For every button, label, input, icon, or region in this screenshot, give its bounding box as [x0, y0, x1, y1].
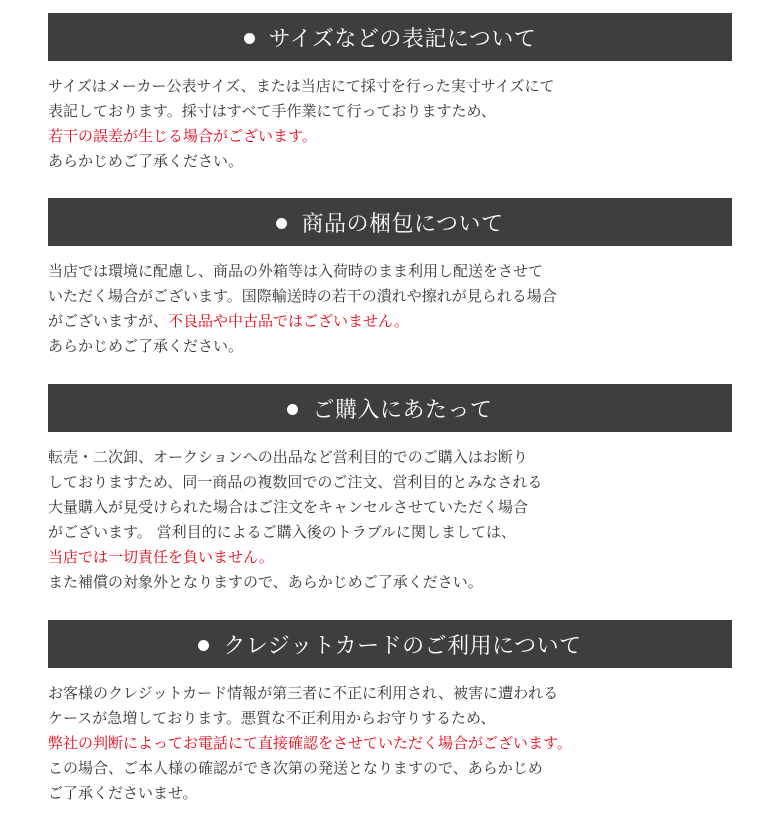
section-purchase — [48, 384, 732, 595]
body-line — [48, 99, 732, 124]
body-text-span: あらかじめご了承ください。 — [48, 152, 244, 170]
body-text-span: ご了承くださいませ。 — [48, 784, 198, 802]
body-line — [48, 681, 732, 706]
body-text-span: この場合、ご本人様の確認ができ次第の発送となりますので、あらかじめ — [48, 759, 543, 777]
body-line — [48, 309, 732, 334]
section-packaging — [48, 198, 732, 359]
body-text-span: 転売・二次卸、オークションへの出品など営利目的でのご購入はお断り — [48, 448, 528, 466]
body-text-span: しておりますため、同一商品の複数回でのご注文、営利目的とみなされる — [48, 473, 543, 491]
body-text-span: また補償の対象外となりますので、あらかじめご了承ください。 — [48, 573, 483, 591]
body-line — [48, 545, 732, 570]
warning-text: 当店では一切責任を負いません。 — [48, 548, 274, 566]
bullet-dot-icon — [287, 404, 298, 415]
body-text-span: 大量購入が見受けられた場合はご注文をキャンセルさせていただく場合 — [48, 498, 529, 516]
section-title: 商品の梱包について — [301, 211, 504, 237]
body-text-span: がございます。 営利目的によるご購入後のトラブルに関しましては、 — [48, 523, 516, 541]
section-body — [48, 74, 732, 174]
body-line — [48, 124, 732, 149]
body-line — [48, 520, 732, 545]
body-line — [48, 259, 732, 284]
section-title: クレジットカードのご利用について — [223, 633, 582, 659]
body-line — [48, 756, 732, 781]
body-text-span: 表記しております。採寸はすべて手作業にて行っておりますため、 — [48, 102, 496, 120]
body-line — [48, 149, 732, 174]
section-body — [48, 259, 732, 359]
body-line — [48, 731, 732, 756]
body-line — [48, 284, 732, 309]
body-text-span: いただく場合がございます。国際輸送時の若干の潰れや擦れが見られる場合 — [48, 287, 557, 305]
body-line — [48, 570, 732, 595]
body-text-span: がございますが、 — [48, 312, 169, 330]
bullet-dot-icon — [244, 33, 255, 44]
body-text-span: お客様のクレジットカード情報が第三者に不正に利用され、被害に遭われる — [48, 684, 559, 702]
section-title: サイズなどの表記について — [268, 26, 537, 52]
body-line — [48, 470, 732, 495]
section-size-notation — [48, 13, 732, 174]
warning-text: 不良品や中古品ではございません。 — [168, 312, 409, 330]
section-credit-card — [48, 620, 732, 806]
body-line — [48, 781, 732, 806]
body-line — [48, 495, 732, 520]
body-text-span: あらかじめご了承ください。 — [48, 337, 244, 355]
section-header — [48, 620, 732, 668]
body-line — [48, 334, 732, 359]
warning-text: 弊社の判断によってお電話にて直接確認をさせていただく場合がございます。 — [48, 734, 572, 752]
body-text-span: サイズはメーカー公表サイズ、または当店にて採寸を行った実寸サイズにて — [48, 77, 555, 95]
section-header — [48, 13, 732, 61]
section-title: ご購入にあたって — [312, 397, 493, 423]
section-header — [48, 384, 732, 432]
section-header — [48, 198, 732, 246]
section-body — [48, 681, 732, 806]
bullet-dot-icon — [276, 218, 287, 229]
body-line — [48, 706, 732, 731]
warning-text: 若干の誤差が生じる場合がございます。 — [48, 127, 317, 145]
section-body — [48, 445, 732, 595]
body-line — [48, 445, 732, 470]
bullet-dot-icon — [198, 640, 209, 651]
body-text-span: ケースが急増しております。悪質な不正利用からお守りするため、 — [48, 709, 496, 727]
body-line — [48, 74, 732, 99]
body-text-span: 当店では環境に配慮し、商品の外箱等は入荷時のまま利用し配送をさせて — [48, 262, 544, 280]
